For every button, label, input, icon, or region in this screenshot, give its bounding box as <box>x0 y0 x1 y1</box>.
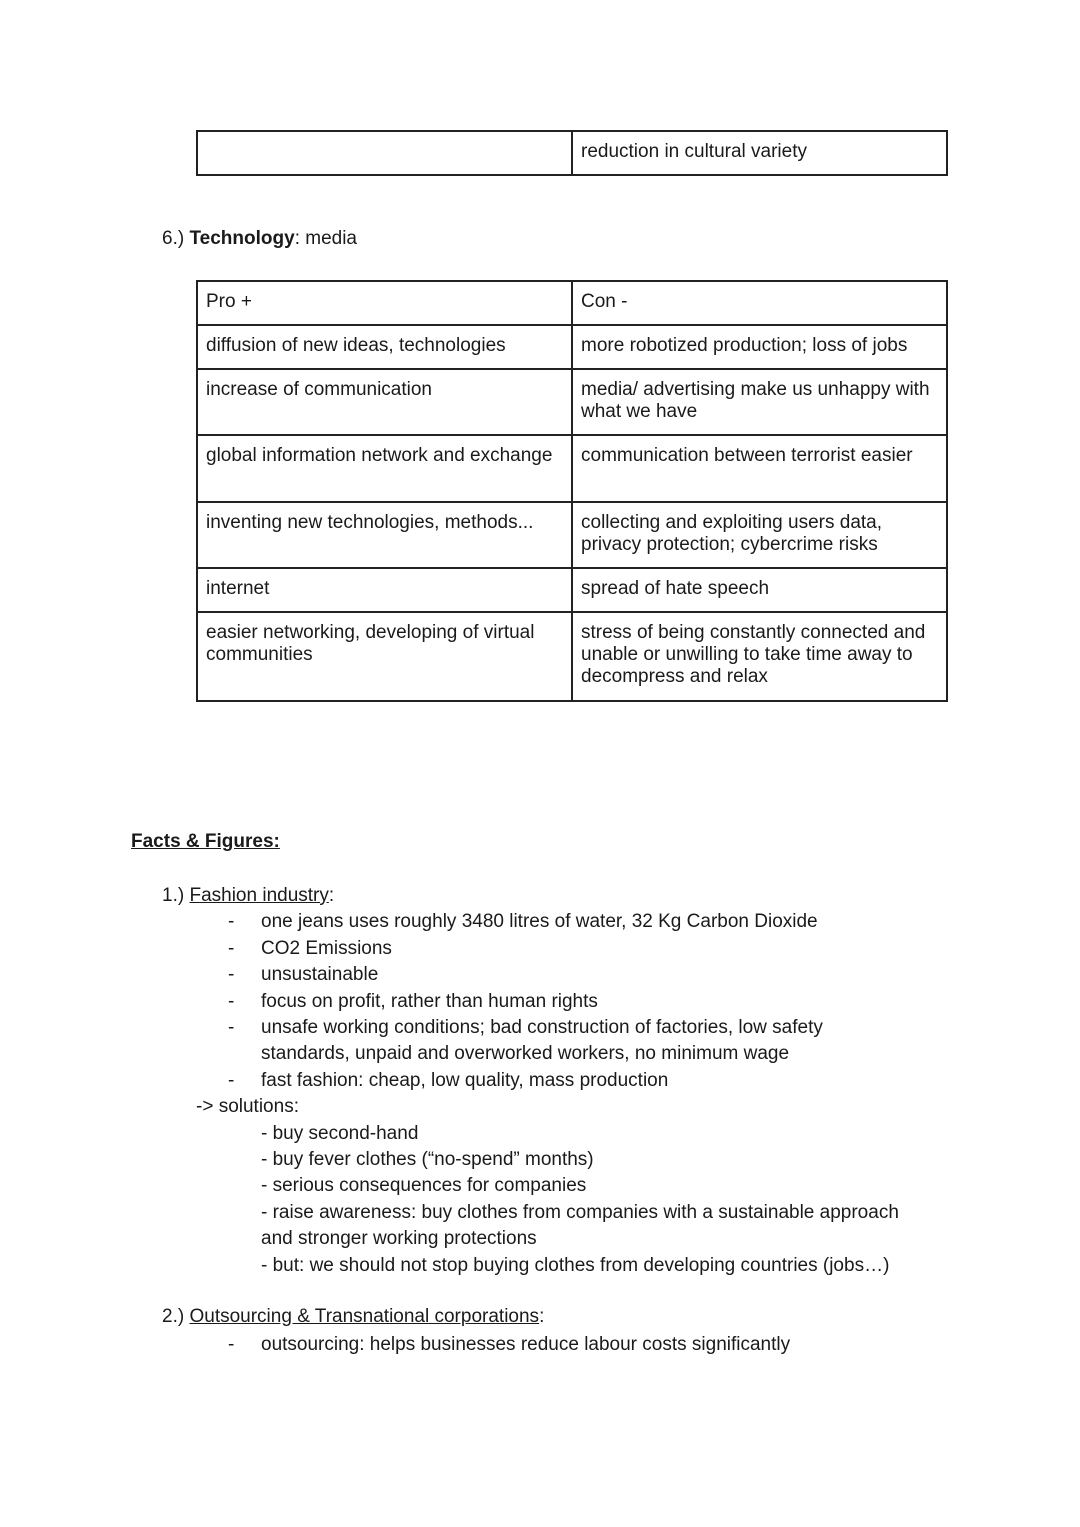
list-item: fast fashion: cheap, low quality, mass production <box>261 1070 669 1091</box>
table-row <box>197 369 947 435</box>
list-item: one jeans uses roughly 3480 litres of water, 32 Kg Carbon Dioxide <box>261 911 818 932</box>
fashion-heading <box>162 885 334 907</box>
solution-item: - serious consequences for companies <box>261 1175 587 1196</box>
table-row <box>197 612 947 701</box>
header-cell-pro: Pro + <box>197 281 572 325</box>
solution-item: - buy second-hand <box>261 1123 419 1144</box>
bullet-dash: - <box>228 991 235 1012</box>
solution-item-continuation: and stronger working protections <box>261 1228 537 1249</box>
list-item: outsourcing: helps businesses reduce labour costs significantly <box>261 1334 791 1355</box>
con-cell: communication between terrorist easier <box>572 435 947 502</box>
bullet-dash: - <box>228 1070 235 1091</box>
header-cell-con: Con - <box>572 281 947 325</box>
technology-table <box>196 280 948 702</box>
list-item: focus on profit, rather than human rights <box>261 991 598 1012</box>
solution-item: - but: we should not stop buying clothes from developing countries (jobs…) <box>261 1255 890 1276</box>
solutions-label: -> solutions: <box>196 1096 299 1117</box>
item-title: Fashion industry <box>189 885 329 906</box>
list-item: unsustainable <box>261 964 379 985</box>
bullet-dash: - <box>228 1017 235 1038</box>
con-cell: more robotized production; loss of jobs <box>572 325 947 369</box>
pro-cell: diffusion of new ideas, technologies <box>197 325 572 369</box>
table-row <box>197 131 947 175</box>
section-subtitle: : media <box>294 228 357 249</box>
section-number: 6.) <box>162 228 185 249</box>
pro-cell: global information network and exchange <box>197 435 572 502</box>
list-item: unsafe working conditions; bad construction of factories, low safety <box>261 1017 823 1038</box>
pro-cell: easier networking, developing of virtual communities <box>197 612 572 701</box>
list-item: CO2 Emissions <box>261 938 392 959</box>
bullet-dash: - <box>228 938 235 959</box>
section-heading <box>162 228 357 250</box>
outsourcing-heading <box>162 1306 544 1328</box>
item-number: 2.) <box>162 1306 185 1327</box>
facts-heading: Facts & Figures: <box>131 831 280 852</box>
table-cell <box>197 131 572 175</box>
item-number: 1.) <box>162 885 185 906</box>
con-cell: media/ advertising make us unhappy with what we have <box>572 369 947 435</box>
section-title: Technology <box>189 228 295 249</box>
con-cell: collecting and exploiting users data, privacy protection; cybercrime risks <box>572 502 947 568</box>
bullet-dash: - <box>228 1334 235 1355</box>
table-row <box>197 502 947 568</box>
item-colon: : <box>539 1306 545 1327</box>
table-row <box>197 568 947 612</box>
pro-cell: increase of communication <box>197 369 572 435</box>
table-cell: reduction in cultural variety <box>572 131 947 175</box>
con-cell: spread of hate speech <box>572 568 947 612</box>
con-cell: stress of being constantly connected and unable or unwilling to take time away to decompress and relax <box>572 612 947 701</box>
culture-table <box>196 130 948 176</box>
table-row <box>197 435 947 502</box>
table-header-row <box>197 281 947 325</box>
item-colon: : <box>328 885 335 906</box>
bullet-dash: - <box>228 964 235 985</box>
list-item-continuation: standards, unpaid and overworked workers, no minimum wage <box>261 1043 790 1064</box>
table-row <box>197 325 947 369</box>
pro-cell: internet <box>197 568 572 612</box>
bullet-dash: - <box>228 911 235 932</box>
solution-item: - buy fever clothes (“no-spend” months) <box>261 1149 594 1170</box>
solution-item: - raise awareness: buy clothes from companies with a sustainable approach <box>261 1202 899 1223</box>
item-title: Outsourcing & Transnational corporations <box>189 1306 540 1327</box>
pro-cell: inventing new technologies, methods... <box>197 502 572 568</box>
